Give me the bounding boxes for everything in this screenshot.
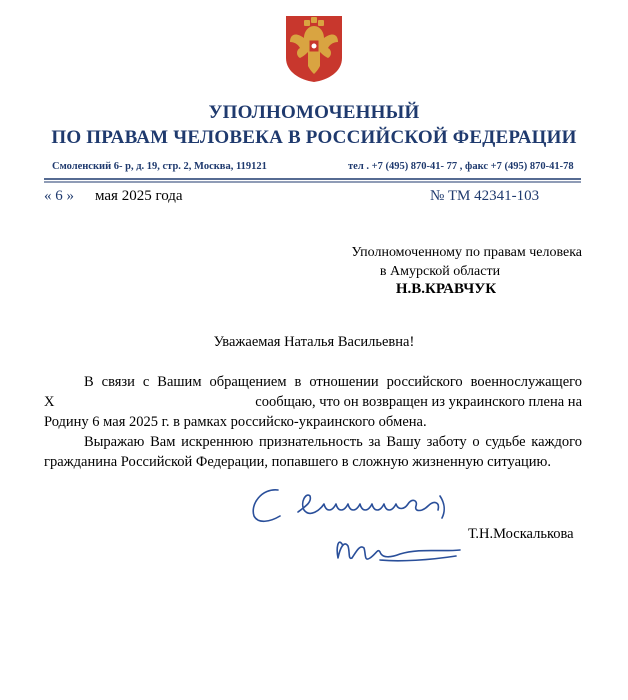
signer-name: Т.Н.Москалькова [468, 526, 574, 542]
addressee-title: Уполномоченному по правам человека [351, 245, 582, 260]
org-contacts: тел . +7 (495) 870-41- 77 , факс +7 (495) 870-41-78 [348, 161, 574, 172]
addressee-region: в Амурской области [379, 264, 501, 279]
handwritten-signature [240, 482, 480, 582]
letter-date-day: « 6 » [44, 188, 74, 204]
redacted-name-initial: Х [44, 394, 55, 410]
org-title-line2: ПО ПРАВАМ ЧЕЛОВЕКА В РОССИЙСКОЙ ФЕДЕРАЦИИ [51, 127, 577, 148]
addressee-name: Н.В.КРАВЧУК [395, 281, 497, 297]
letter-date-rest: мая 2025 года [95, 188, 183, 204]
body-paragraph2-line1: Выражаю Вам искреннюю признательность за Вашу заботу о судьбе каждого [84, 434, 582, 450]
greeting: Уважаемая Наталья Васильевна! [213, 334, 415, 350]
body-paragraph1-line2-end: сообщаю, что он возвращен из украинского плена на [255, 394, 582, 410]
org-title-line1: УПОЛНОМОЧЕННЫЙ [208, 102, 420, 123]
body-paragraph2-line2: гражданина Российской Федерации, попавшего в сложную жизненную ситуацию. [44, 454, 551, 470]
body-paragraph1-line1: В связи с Вашим обращением в отношении российского военнослужащего [84, 374, 582, 390]
coat-of-arms-icon [282, 12, 346, 84]
header-divider [44, 178, 581, 183]
document-number: № ТМ 42341-103 [430, 188, 540, 204]
org-address: Смоленский 6- р, д. 19, стр. 2, Москва, 119121 [52, 161, 267, 172]
body-paragraph1-line3: Родину 6 мая 2025 г. в рамках российско-украинского обмена. [44, 414, 427, 430]
body-paragraph1-line2 [44, 394, 582, 411]
